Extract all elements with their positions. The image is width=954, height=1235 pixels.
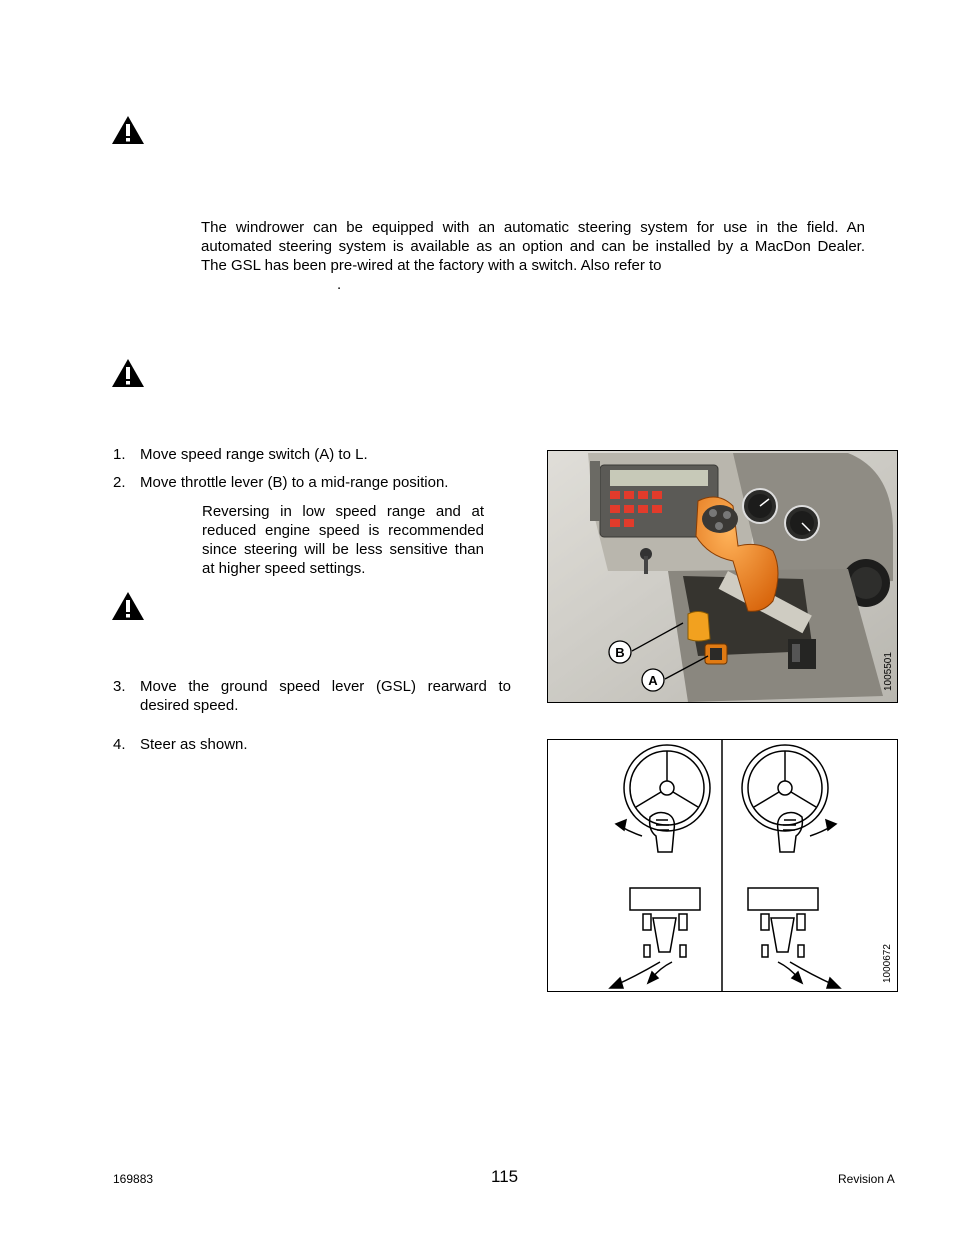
step-text: Move speed range switch (A) to L. [140,446,368,463]
console-illustration [548,451,897,702]
note-line-4: at higher speed settings. [202,560,366,577]
figure-id: 1005501 [883,652,894,691]
step-3 [113,677,513,715]
step-number: 2. [113,474,126,491]
step-number: 1. [113,446,126,463]
note-line-2: reduced engine speed is recommended [202,522,484,539]
intro-line-3: The GSL has been pre-wired at the factory with a switch. Also refer to [201,257,662,274]
page-number: 115 [491,1167,519,1186]
steering-illustration [548,740,897,991]
figure-steering-diagram [547,739,898,992]
note-paragraph [202,502,484,578]
step-text-line-2: desired speed. [140,697,239,714]
intro-line-1: The windrower can be equipped with an automatic steering system for use in the field. An [201,219,865,236]
intro-line-2: automated steering system is available as an option and can be installed by a MacDon Dealer. [201,238,865,255]
figure-console-controls [547,450,898,703]
step-1 [113,445,513,464]
step-text-line-1: Move the ground speed lever (GSL) rearward to [140,678,511,695]
note-line-1: Reversing in low speed range and at [202,503,484,520]
step-2 [113,473,513,492]
step-number: 4. [113,736,126,753]
figure-id: 1000672 [882,944,893,983]
step-4 [113,735,513,754]
doc-number: 169883 [113,1172,154,1186]
warning-triangle-icon [111,591,145,621]
intro-line-4: . [337,276,342,293]
warning-triangle-icon [111,115,145,145]
revision: Revision A [838,1172,895,1186]
note-line-3: since steering will be less sensitive than [202,541,484,558]
step-text: Move throttle lever (B) to a mid-range position. [140,474,449,491]
intro-paragraph [201,218,865,294]
step-number: 3. [113,678,126,695]
callout-a-label: A [648,673,658,688]
step-text: Steer as shown. [140,736,248,753]
callout-b-label: B [615,645,625,660]
warning-triangle-icon [111,358,145,388]
